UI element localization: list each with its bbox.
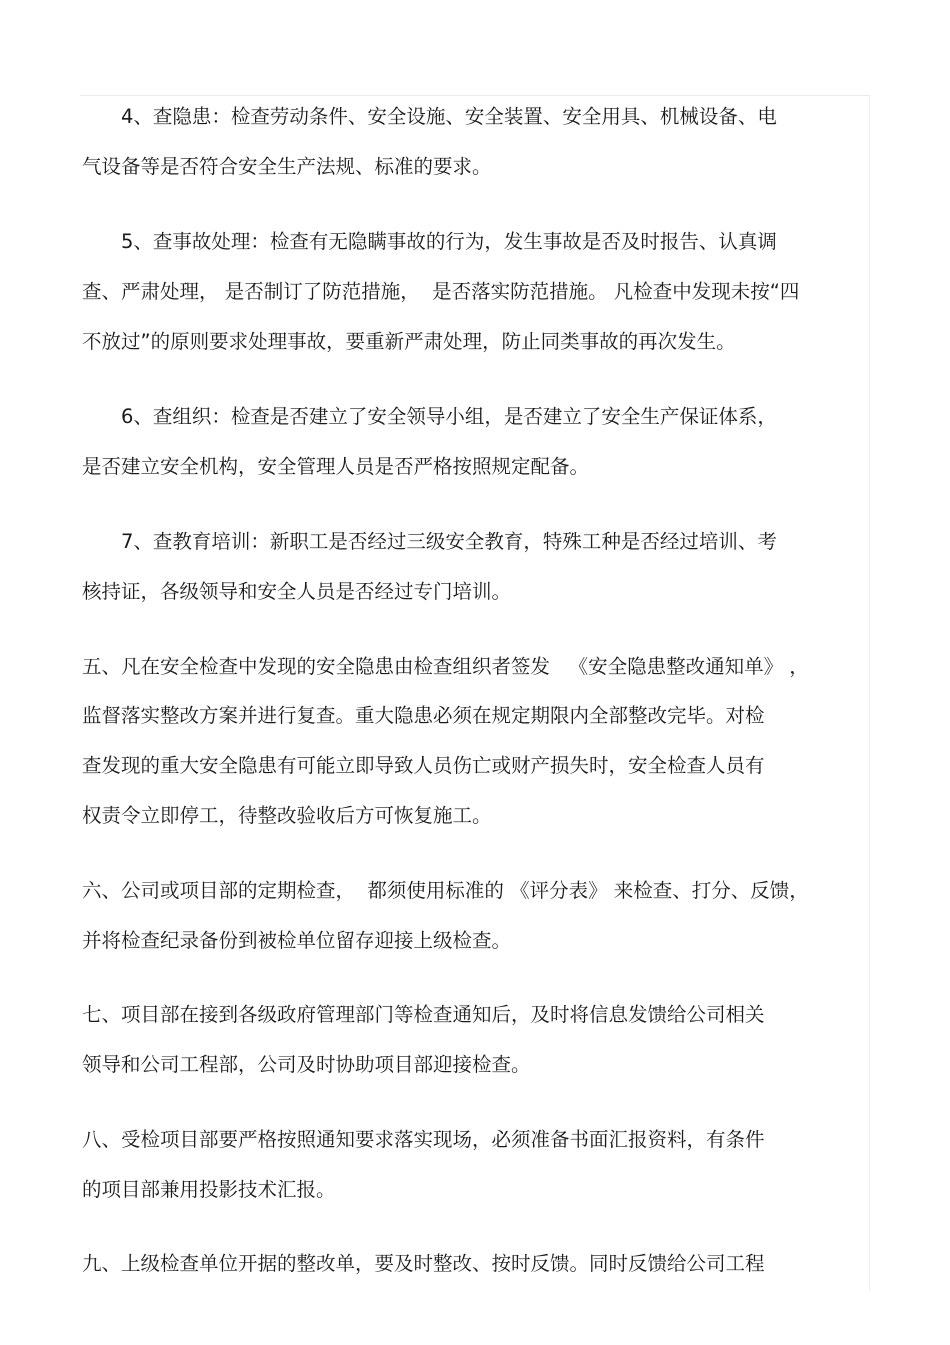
text-line: 七、项目部在接到各级政府管理部门等检查通知后，及时将信息发馈给公司相关 — [82, 1003, 765, 1026]
text-line: 权责令立即停工，待整改验收后方可恢复施工。 — [82, 804, 492, 827]
text-line: 不放过”的原则要求处理事故，要重新严肃处理，防止同类事故的再次发生。 — [82, 330, 736, 353]
text-line: 是否建立安全机构，安全管理人员是否严格按照规定配备。 — [82, 455, 590, 478]
text-line: 6、查组织：检查是否建立了安全领导小组，是否建立了安全生产保证体系， — [121, 405, 777, 428]
text-line: 领导和公司工程部，公司及时协助项目部迎接检查。 — [82, 1053, 531, 1076]
text-line: 五、凡在安全检查中发现的安全隐患由检查组织者签发 《安全隐患整改通知单》 ， — [82, 655, 809, 678]
text-line: 六、公司或项目部的定期检查， 都须使用标准的 《评分表》 来检查、打分、反馈， — [82, 879, 809, 902]
text-line: 监督落实整改方案并进行复查。重大隐患必须在规定期限内全部整改完毕。对检 — [82, 704, 765, 727]
text-line: 八、受检项目部要严格按照通知要求落实现场，必须准备书面汇报资料，有条件 — [82, 1128, 765, 1151]
page-border-top — [80, 95, 870, 96]
text-line: 7、查教育培训：新职工是否经过三级安全教育，特殊工种是否经过培训、考 — [121, 530, 777, 553]
text-line: 并将检查纪录备份到被检单位留存迎接上级检查。 — [82, 929, 512, 952]
text-line: 气设备等是否符合安全生产法规、标准的要求。 — [82, 155, 492, 178]
text-line: 核持证，各级领导和安全人员是否经过专门培训。 — [82, 580, 512, 603]
page-border-right — [869, 95, 870, 1290]
text-line: 4、查隐患：检查劳动条件、安全设施、安全装置、安全用具、机械设备、电 — [121, 105, 777, 128]
text-line: 九、上级检查单位开据的整改单，要及时整改、按时反馈。同时反馈给公司工程 — [82, 1252, 765, 1275]
text-line: 查发现的重大安全隐患有可能立即导致人员伤亡或财产损失时，安全检查人员有 — [82, 754, 765, 777]
text-line: 5、查事故处理：检查有无隐瞒事故的行为，发生事故是否及时报告、认真调 — [121, 230, 777, 253]
text-line: 查、严肃处理， 是否制订了防范措施， 是否落实防范措施。 凡检查中发现未按“四 — [82, 280, 800, 303]
text-line: 的项目部兼用投影技术汇报。 — [82, 1178, 336, 1201]
